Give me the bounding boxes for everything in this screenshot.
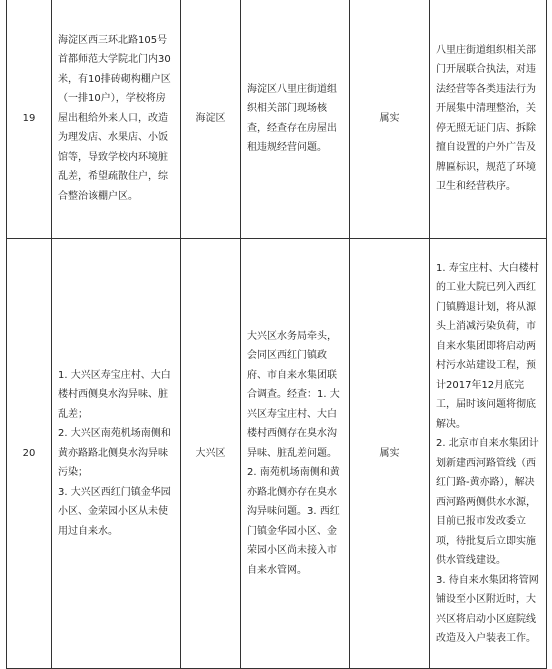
district-cell: 海淀区 — [181, 0, 241, 239]
complaint-text: 海淀区西三环北路105号首都师范大学院北门内30米，有10排砖砌构棚户区（一排10户），学校将房屋出租给外来人口，改造为理发店、水果店、小饭馆等，导致学校内环境脏乱差，希望疏散住户，综合整治该棚户区。 — [58, 34, 171, 202]
status-cell: 属实 — [350, 239, 430, 669]
row-number: 20 — [7, 239, 52, 669]
complaint-text: 1. 大兴区寿宝庄村、大白楼村西侧臭水沟异味、脏乱差； 2. 大兴区南苑机场南侧和黄亦路路北侧臭水沟异味污染； 3. 大兴区西红门镇金华园小区、金荣园小区从未使用过自来水。 — [58, 369, 171, 537]
table-row — [7, 0, 547, 239]
investigation-finding: 大兴区水务局牵头，会同区西红门镇政府、市自来水集团联合调查。经查：1. 大兴区寿宝庄村、大白楼村西侧存在臭水沟异味、脏乱差问题。2. 南苑机场南侧和黄亦路北侧亦存在臭水沟异味问题。3. 西红门镇金华园小区、金荣园小区尚未接入市自来水管网。 — [247, 330, 340, 576]
table-row — [7, 239, 547, 669]
investigation-finding: 海淀区八里庄街道组织相关部门现场核查，经查存在房屋出租违规经营问题。 — [247, 83, 337, 153]
rectification-action: 八里庄街道组织相关部门开展联合执法，对违法经营等各类违法行为开展集中清理整治，关停无照无证门店、拆除擅自设置的户外广告及牌匾标识，规范了环境卫生和经营秩序。 — [436, 44, 536, 192]
complaint-table — [6, 0, 547, 669]
rectification-action: 1. 寿宝庄村、大白楼村的工业大院已列入西红门镇腾退计划，将从源头上消减污染负荷，市自来水集团即将启动两村污水站建设工程，预计2017年12月底完工，届时该问题将彻底解决。 2. 北京市自来水集团计划新建西河路管线（西红门路-黄亦路），解决西河路两侧供水水源，目前已报市发改委立项，待批复后立即实施供水管线建设。 3. 待自来水集团将管网铺设至小区附近时，大兴区将启动小区庭院线改造及入户装表工作。 — [436, 262, 539, 644]
status-cell: 属实 — [350, 0, 430, 239]
district-cell: 大兴区 — [181, 239, 241, 669]
row-number: 19 — [7, 0, 52, 239]
